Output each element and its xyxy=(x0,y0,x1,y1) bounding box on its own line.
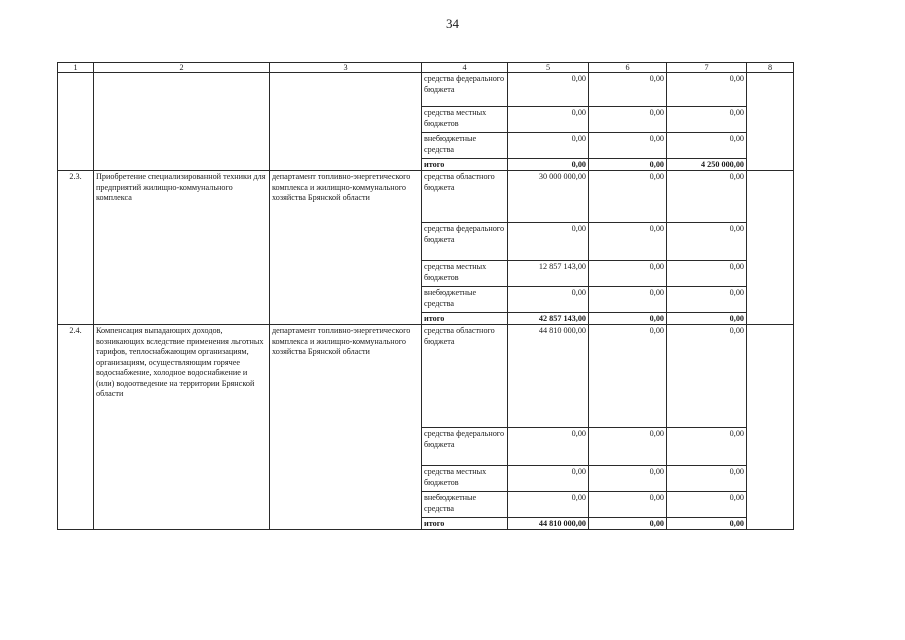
col-header-6: 6 xyxy=(589,63,667,73)
value-col5: 0,00 xyxy=(508,133,589,159)
value-col6: 0,00 xyxy=(589,325,667,428)
cell-col8 xyxy=(747,73,794,171)
value-col6: 0,00 xyxy=(589,466,667,492)
cell-num xyxy=(58,73,94,171)
col-header-1: 1 xyxy=(58,63,94,73)
value-col6: 0,00 xyxy=(589,428,667,466)
total-col6: 0,00 xyxy=(589,313,667,325)
value-col7: 0,00 xyxy=(667,107,747,133)
funding-source: средства федерального бюджета xyxy=(422,73,508,107)
funding-source: средства областного бюджета xyxy=(422,171,508,223)
value-col6: 0,00 xyxy=(589,492,667,518)
value-col5: 0,00 xyxy=(508,223,589,261)
total-col5: 42 857 143,00 xyxy=(508,313,589,325)
value-col5: 0,00 xyxy=(508,428,589,466)
value-col7: 0,00 xyxy=(667,133,747,159)
value-col5: 0,00 xyxy=(508,73,589,107)
value-col5: 0,00 xyxy=(508,492,589,518)
value-col7: 0,00 xyxy=(667,73,747,107)
value-col6: 0,00 xyxy=(589,171,667,223)
cell-col8 xyxy=(747,171,794,325)
value-col7: 0,00 xyxy=(667,492,747,518)
value-col5: 0,00 xyxy=(508,287,589,313)
value-col6: 0,00 xyxy=(589,261,667,287)
cell-name xyxy=(94,73,270,171)
funding-source: средства местных бюджетов xyxy=(422,261,508,287)
col-header-8: 8 xyxy=(747,63,794,73)
value-col7: 0,00 xyxy=(667,223,747,261)
table-row xyxy=(58,171,794,223)
total-col6: 0,00 xyxy=(589,159,667,171)
value-col7: 0,00 xyxy=(667,325,747,428)
funding-source-total: итого xyxy=(422,159,508,171)
funding-source: средства федерального бюджета xyxy=(422,428,508,466)
total-col7: 0,00 xyxy=(667,313,747,325)
col-header-5: 5 xyxy=(508,63,589,73)
funding-source-total: итого xyxy=(422,313,508,325)
total-col7: 4 250 000,00 xyxy=(667,159,747,171)
item-name: Приобретение специализированной техники для предприятий жилищно-коммунального комплекса xyxy=(94,171,270,325)
col-header-7: 7 xyxy=(667,63,747,73)
funding-source: внебюджетные средства xyxy=(422,133,508,159)
item-number: 2.3. xyxy=(58,171,94,325)
value-col5: 0,00 xyxy=(508,466,589,492)
funding-source-total: итого xyxy=(422,518,508,530)
col-header-4: 4 xyxy=(422,63,508,73)
item-number: 2.4. xyxy=(58,325,94,530)
value-col5: 12 857 143,00 xyxy=(508,261,589,287)
item-name: Компенсация выпадающих доходов, возникающих вследствие применения льготных тарифов, теплоснабжающим организациям, организациям, осуществляющим горячее водоснабжение, холодное водоснабжение и (или) водоотведение на территории Брянской области xyxy=(94,325,270,530)
value-col7: 0,00 xyxy=(667,466,747,492)
value-col6: 0,00 xyxy=(589,223,667,261)
value-col7: 0,00 xyxy=(667,428,747,466)
value-col5: 0,00 xyxy=(508,107,589,133)
table-row xyxy=(58,73,794,107)
funding-source: средства федерального бюджета xyxy=(422,223,508,261)
value-col7: 0,00 xyxy=(667,287,747,313)
column-number-row xyxy=(58,63,794,73)
funding-source: средства местных бюджетов xyxy=(422,107,508,133)
page-number: 34 xyxy=(446,16,459,31)
value-col6: 0,00 xyxy=(589,73,667,107)
funding-source: средства областного бюджета xyxy=(422,325,508,428)
table-row xyxy=(58,325,794,428)
cell-executor xyxy=(270,73,422,171)
value-col7: 0,00 xyxy=(667,261,747,287)
item-executor: департамент топливно-энергетического комплекса и жилищно-коммунального хозяйства Брянской области xyxy=(270,171,422,325)
funding-source: средства местных бюджетов xyxy=(422,466,508,492)
col-header-2: 2 xyxy=(94,63,270,73)
funding-source: внебюджетные средства xyxy=(422,287,508,313)
item-executor: департамент топливно-энергетического комплекса и жилищно-коммунального хозяйства Брянской области xyxy=(270,325,422,530)
budget-table xyxy=(57,62,794,530)
total-col5: 0,00 xyxy=(508,159,589,171)
total-col6: 0,00 xyxy=(589,518,667,530)
value-col7: 0,00 xyxy=(667,171,747,223)
value-col5: 30 000 000,00 xyxy=(508,171,589,223)
value-col6: 0,00 xyxy=(589,107,667,133)
value-col5: 44 810 000,00 xyxy=(508,325,589,428)
total-col7: 0,00 xyxy=(667,518,747,530)
value-col6: 0,00 xyxy=(589,133,667,159)
col-header-3: 3 xyxy=(270,63,422,73)
funding-source: внебюджетные средства xyxy=(422,492,508,518)
cell-col8 xyxy=(747,325,794,530)
value-col6: 0,00 xyxy=(589,287,667,313)
total-col5: 44 810 000,00 xyxy=(508,518,589,530)
